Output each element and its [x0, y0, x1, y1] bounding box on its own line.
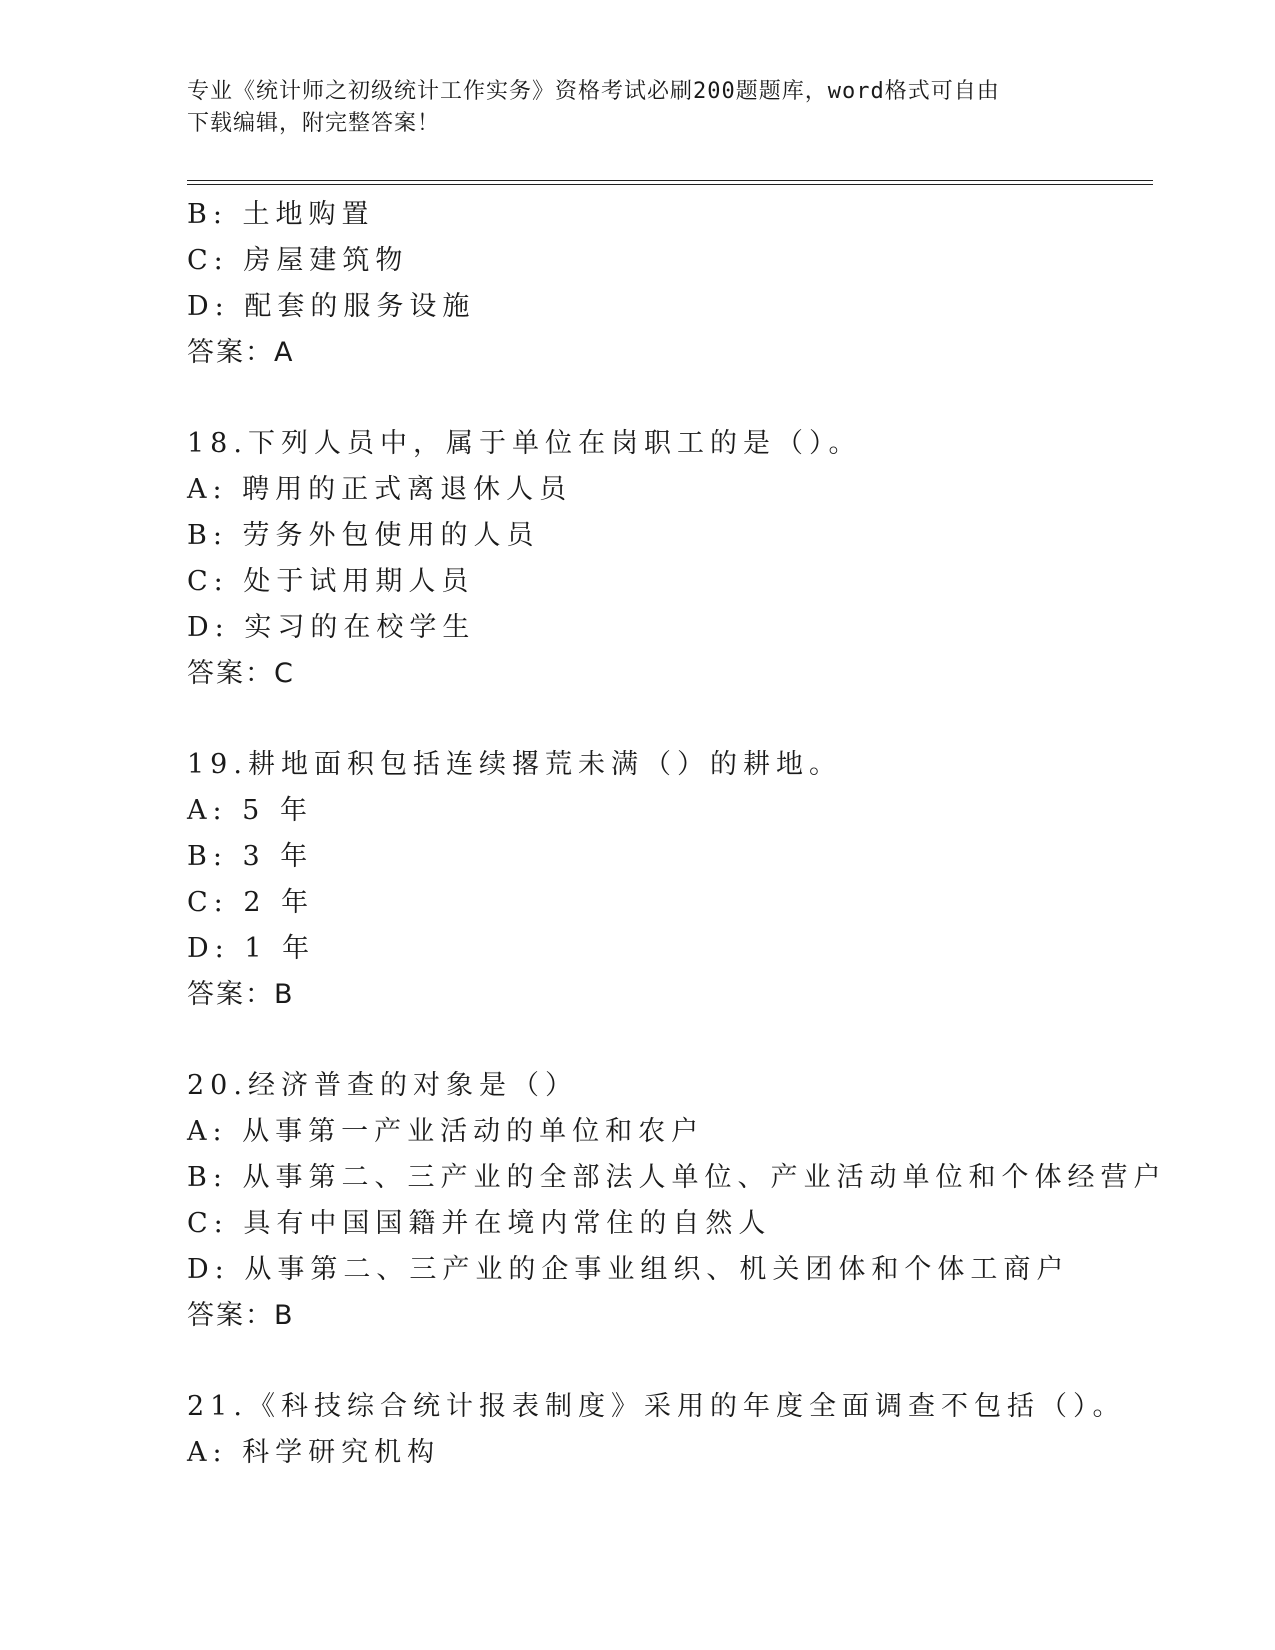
- header-line-1: 专业《统计师之初级统计工作实务》资格考试必刷200题题库，word格式可自由: [187, 79, 1000, 104]
- option-d: D: 实习的在校学生: [187, 612, 476, 643]
- option-b: B: 3 年: [187, 841, 314, 872]
- question-20: [187, 1063, 1167, 1339]
- question-17-continued: [187, 192, 1153, 376]
- option-d: D: 配套的服务设施: [187, 291, 476, 322]
- header-divider-bottom: [187, 184, 1153, 185]
- option-d: D: 1 年: [187, 933, 316, 964]
- answer-line: 答案：B: [187, 979, 295, 1010]
- option-a: A: 从事第一产业活动的单位和农户: [187, 1116, 705, 1147]
- answer-line: 答案：B: [187, 1300, 295, 1331]
- answer-line: 答案：C: [187, 658, 295, 689]
- option-b: B: 土地购置: [187, 199, 375, 230]
- question-stem: 19.耕地面积包括连续撂荒未满（）的耕地。: [187, 749, 842, 780]
- option-d: D: 从事第二、三产业的企事业组织、机关团体和个体工商户: [187, 1254, 1070, 1285]
- question-list: [187, 192, 1167, 1476]
- question-stem: 21.《科技综合统计报表制度》采用的年度全面调查不包括（）。: [187, 1391, 1126, 1422]
- option-c: C: 处于试用期人员: [187, 566, 475, 597]
- option-c: C: 房屋建筑物: [187, 245, 409, 276]
- option-b: B: 劳务外包使用的人员: [187, 520, 540, 551]
- option-b: B: 从事第二、三产业的全部法人单位、产业活动单位和个体经营户: [187, 1162, 1167, 1193]
- question-18: [187, 421, 1153, 697]
- option-c: C: 具有中国国籍并在境内常住的自然人: [187, 1208, 772, 1239]
- header-line-2: 下载编辑，附完整答案！: [187, 111, 441, 136]
- question-stem: 18.下列人员中，属于单位在岗职工的是（）。: [187, 428, 862, 459]
- answer-line: 答案：A: [187, 337, 295, 368]
- document-header: [187, 76, 1087, 140]
- option-a: A: 聘用的正式离退休人员: [187, 474, 573, 505]
- option-a: A: 5 年: [187, 795, 313, 826]
- header-divider-top: [187, 180, 1153, 181]
- question-19: [187, 742, 1153, 1018]
- question-21: [187, 1384, 1153, 1476]
- question-stem: 20.经济普查的对象是（）: [187, 1070, 578, 1101]
- option-c: C: 2 年: [187, 887, 315, 918]
- option-a: A: 科学研究机构: [187, 1437, 441, 1468]
